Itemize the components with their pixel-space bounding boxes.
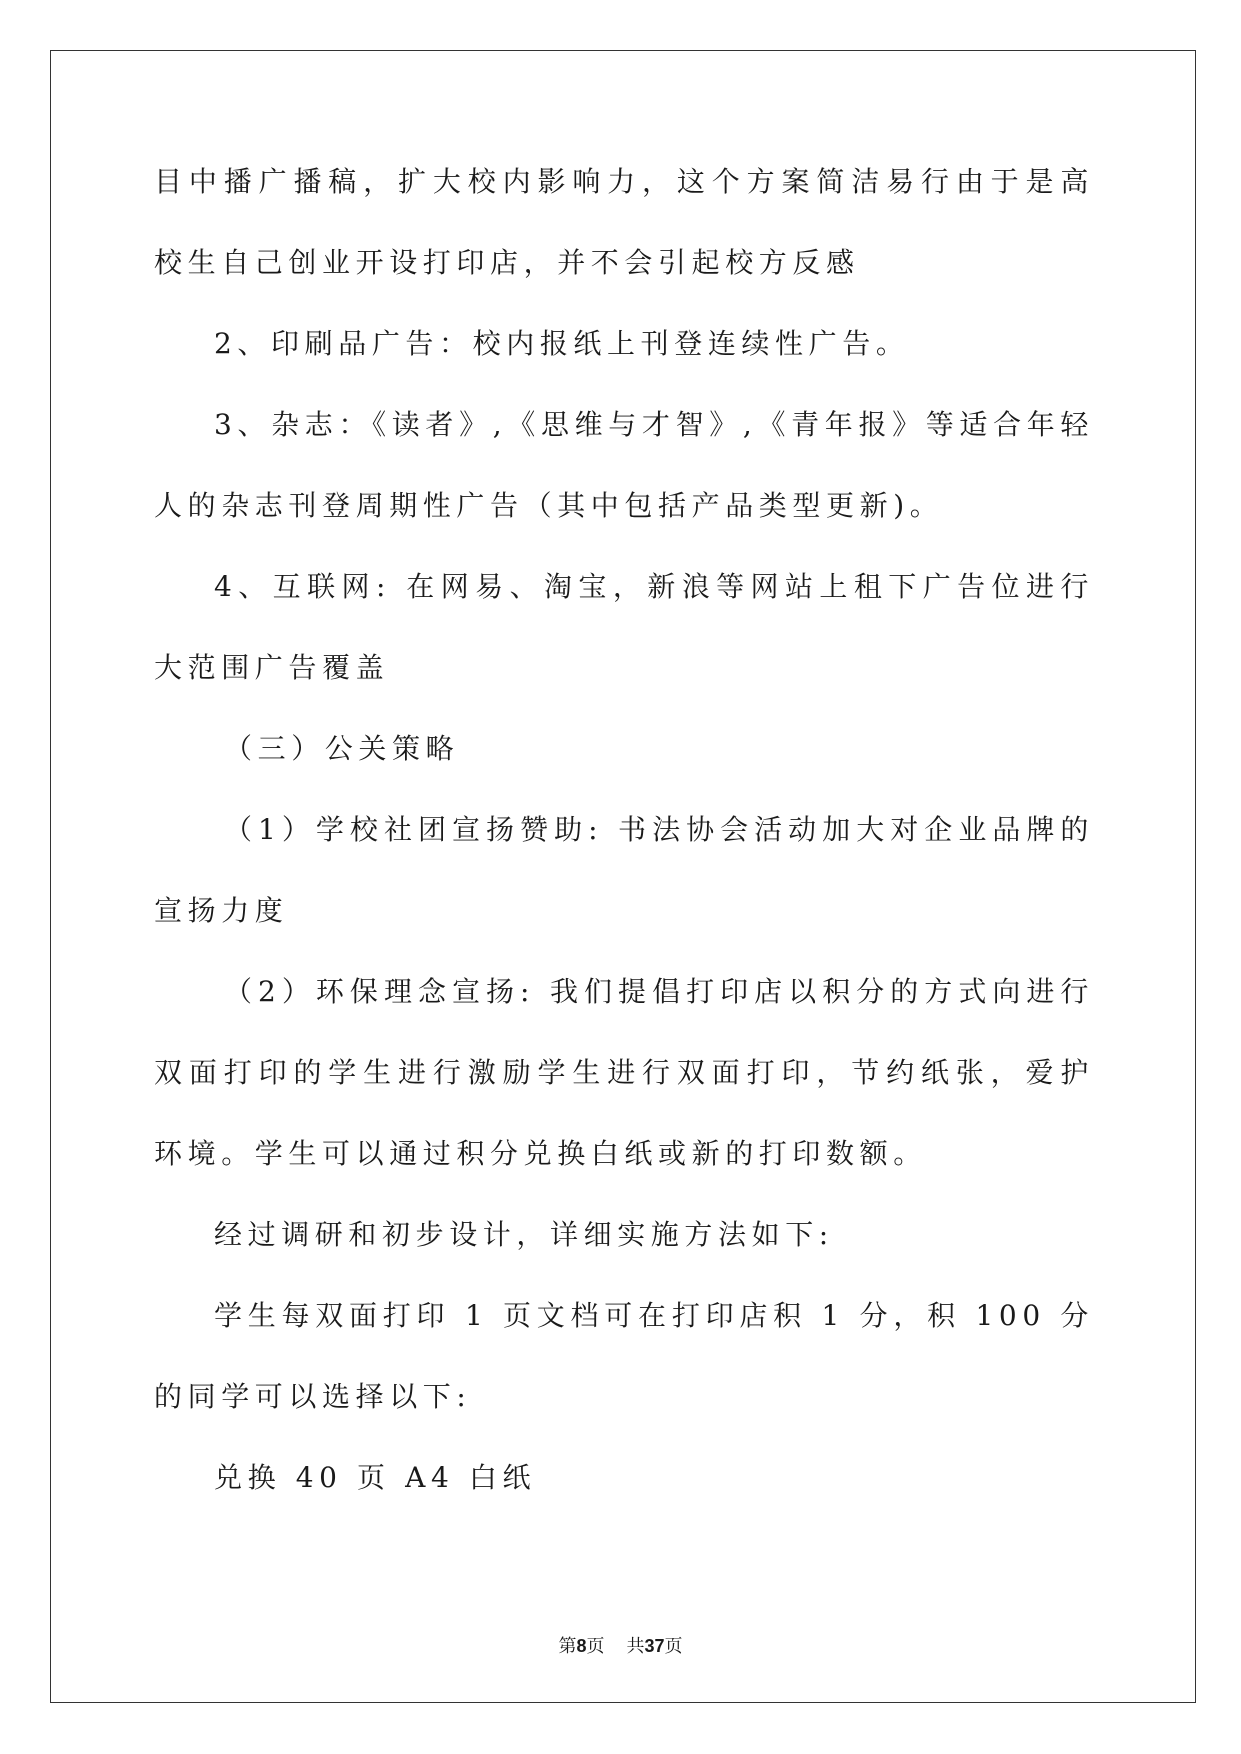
paragraph-4: 4、互联网: 在网易、淘宝，新浪等网站上租下广告位进行大范围广告覆盖 <box>154 570 1094 684</box>
paragraph-1: 目中播广播稿，扩大校内影响力，这个方案简洁易行由于是高校生自己创业开设打印店，并不会引起校方反感 <box>154 165 1094 279</box>
paragraph-3: 3、杂志：《读者》,《思维与才智》,《青年报》等适合年轻人的杂志刊登周期性广告（其中包括产品类型更新)。 <box>154 408 1094 522</box>
page-footer <box>0 1632 1241 1658</box>
document-body <box>154 160 1094 1518</box>
paragraph-6: （1）学校社团宣扬赞助: 书法协会活动加大对企业品牌的宣扬力度 <box>154 813 1094 927</box>
paragraph-2: 2、印刷品广告：校内报纸上刊登连续性广告。 <box>214 327 910 360</box>
paragraph-9: 学生每双面打印 1 页文档可在打印店积 1 分，积 100 分的同学可以选择以下: <box>154 1299 1094 1413</box>
paragraph-8: 经过调研和初步设计，详细实施方法如下: <box>214 1218 834 1251</box>
paragraph-7: （2）环保理念宣扬: 我们提倡打印店以积分的方式向进行双面打印的学生进行激励学生进行双面打印，节约纸张，爱护环境。学生可以通过积分兑换白纸或新的打印数额。 <box>154 975 1094 1170</box>
total-pages: 37 <box>644 1636 665 1656</box>
page-number: 8 <box>576 1636 587 1656</box>
paragraph-10: 兑换 40 页 A4 白纸 <box>214 1461 537 1494</box>
total-suffix: 页 <box>664 1636 683 1657</box>
page-suffix: 页 <box>586 1636 605 1657</box>
page-prefix: 第 <box>558 1636 577 1657</box>
paragraph-5: （三）公关策略 <box>224 732 460 765</box>
total-prefix: 共 <box>626 1636 645 1657</box>
